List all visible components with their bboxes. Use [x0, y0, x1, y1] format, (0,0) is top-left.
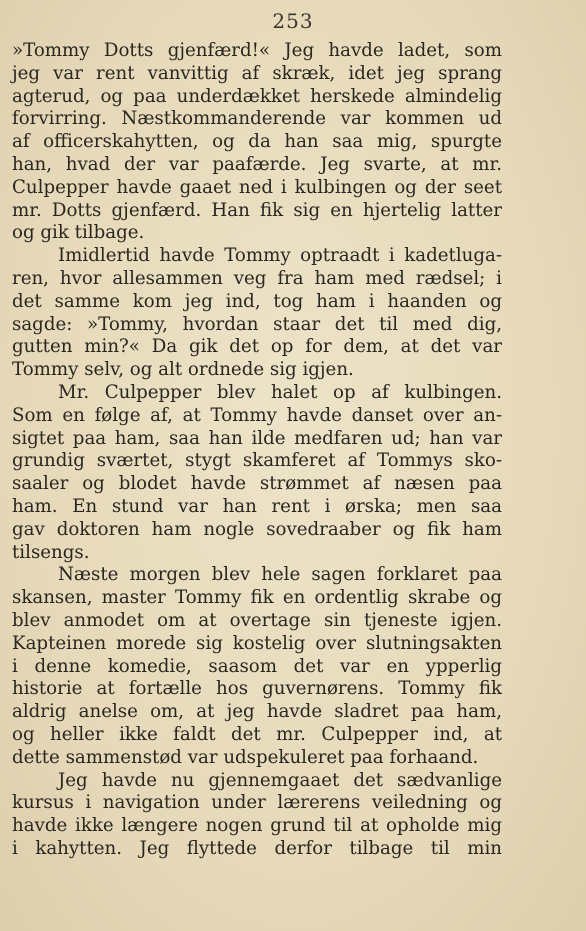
- text-line: Tommy selv, og alt ordnede sig igjen.: [12, 359, 354, 381]
- text-line: Som en følge af, at Tommy havde danset over an-: [12, 404, 502, 426]
- text-line: skansen, master Tommy fik en ordentlig skrabe og: [12, 587, 502, 609]
- text-line: Imidlertid havde Tommy optraadt i kadetluga-: [58, 245, 502, 267]
- text-line: Kapteinen morede sig kostelig over slutningsakten: [12, 632, 502, 654]
- text-line: af officerskahytten, og da han saa mig, spurgte: [12, 131, 502, 153]
- text-line: Jeg havde nu gjennemgaaet det sædvanlige: [58, 769, 502, 791]
- text-line: dette sammenstød var udspekuleret paa forhaand.: [12, 746, 479, 768]
- text-line: grundig sværtet, stygt skamferet af Tommys sko-: [12, 450, 502, 472]
- text-line: Næste morgen blev hele sagen forklaret paa: [58, 564, 502, 586]
- text-line: gutten min?« Da gik det op for dem, at det var: [12, 336, 502, 358]
- text-line: agterud, og paa underdækket herskede almindelig: [12, 85, 502, 107]
- text-line: tilsengs.: [12, 541, 90, 563]
- text-line: ham. En stund var han rent i ørska; men saa: [12, 495, 502, 517]
- text-line: gav doktoren ham nogle sovedraaber og fik ham: [12, 518, 502, 540]
- page-number: 253: [272, 9, 314, 33]
- text-line: i kahytten. Jeg flyttede derfor tilbage til min: [12, 837, 502, 859]
- text-line: havde ikke længere nogen grund til at opholde mig: [12, 815, 502, 837]
- text-line: og gik tilbage.: [12, 222, 145, 244]
- text-line: saaler og blodet havde strømmet af næsen paa: [12, 473, 502, 495]
- body-text: [12, 40, 502, 861]
- text-line: blev anmodet om at overtage sin tjeneste igjen.: [12, 609, 502, 631]
- text-line: sigtet paa ham, saa han ilde medfaren ud; han var: [12, 427, 502, 449]
- text-line: kursus i navigation under lærerens veiledning og: [12, 792, 502, 814]
- text-line: han, hvad der var paafærde. Jeg svarte, at mr.: [12, 153, 502, 175]
- text-line: »Tommy Dotts gjenfærd!« Jeg havde ladet, som: [12, 40, 502, 61]
- text-line: jeg var rent vanvittig af skræk, idet jeg sprang: [12, 62, 502, 84]
- text-line: og heller ikke faldt det mr. Culpepper ind, at: [12, 723, 502, 745]
- text-line: Culpepper havde gaaet ned i kulbingen og der seet: [12, 176, 502, 198]
- text-line: historie at fortælle hos guvernørens. Tommy fik: [12, 678, 502, 700]
- text-line: forvirring. Næstkommanderende var kommen ud: [12, 108, 502, 130]
- text-line: sagde: »Tommy, hvordan staar det til med dig,: [12, 313, 502, 335]
- text-line: mr. Dotts gjenfærd. Han fik sig en hjertelig latter: [12, 199, 502, 221]
- text-line: Mr. Culpepper blev halet op af kulbingen.: [58, 381, 502, 403]
- text-line: i denne komedie, saasom det var en ypperlig: [12, 655, 502, 677]
- text-line: det samme kom jeg ind, tog ham i haanden og: [12, 290, 502, 312]
- text-line: aldrig anelse om, at jeg havde sladret paa ham,: [12, 701, 502, 723]
- text-line: ren, hvor allesammen veg fra ham med rædsel; i: [12, 267, 502, 289]
